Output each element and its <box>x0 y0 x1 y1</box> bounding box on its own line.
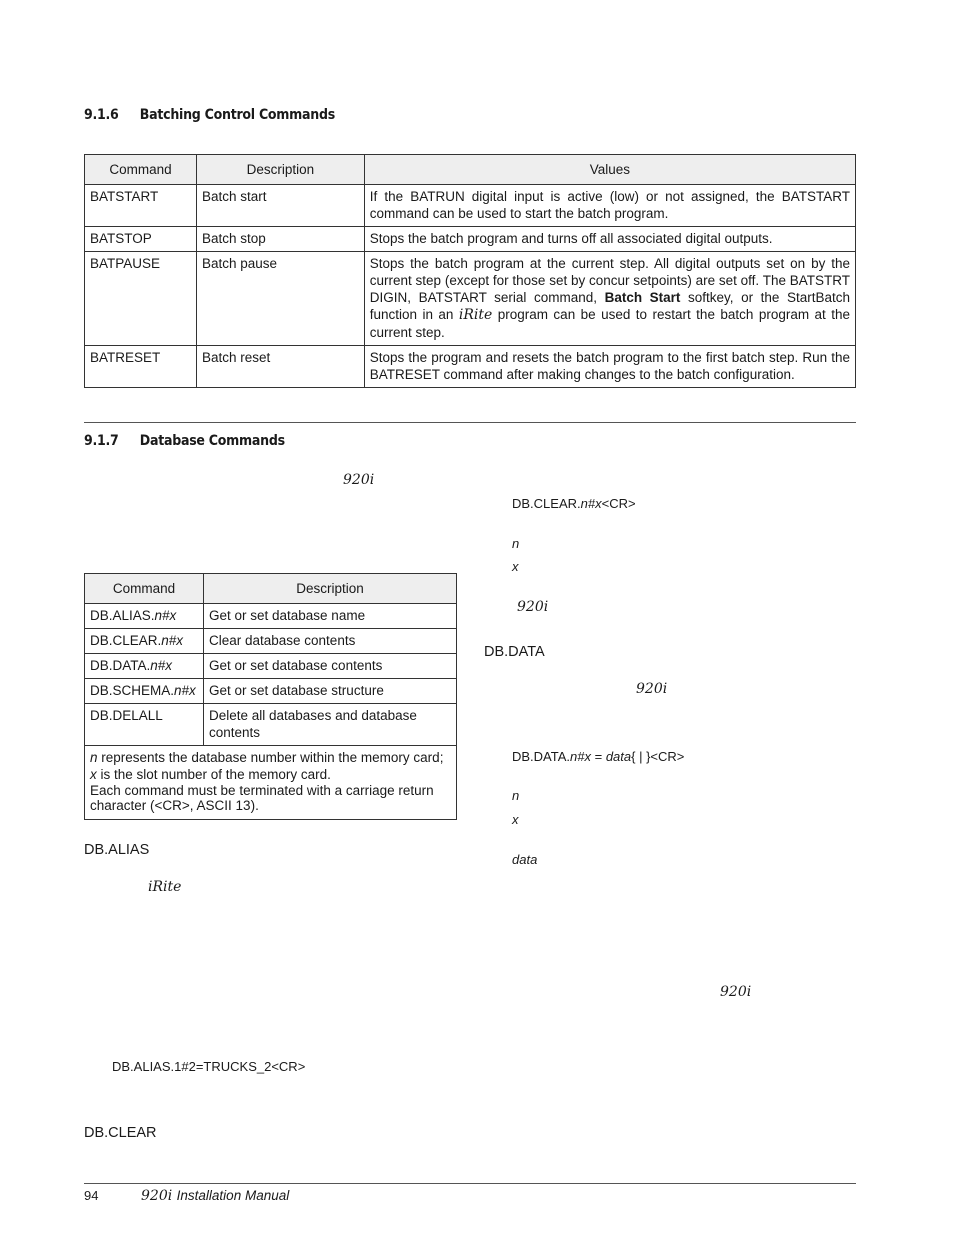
description-cell: Delete all databases and database contents <box>203 704 456 746</box>
table-row <box>85 629 457 654</box>
table-header-row <box>85 155 856 185</box>
section-number: 9.1.6 <box>84 107 119 123</box>
command-cell: BATPAUSE <box>85 252 197 346</box>
table-header-row <box>85 574 457 604</box>
syntax-suffix: { | }<CR> <box>631 749 685 764</box>
syntax-prefix: DB.DATA. <box>512 749 571 764</box>
values-cell: Stops the batch program and turns off all associated digital outputs. <box>364 227 855 252</box>
description-cell: Batch reset <box>196 346 364 388</box>
note-text: represents the database number within the memory card; <box>97 750 444 765</box>
note-line: Each command must be terminated with a carriage return character (<CR>, ASCII 13). <box>90 783 434 813</box>
description-cell: Batch pause <box>196 252 364 346</box>
section-heading-9-1-6 <box>84 107 335 123</box>
table-row <box>85 704 457 746</box>
command-cell <box>85 679 204 704</box>
note-line <box>90 766 451 783</box>
command-cell <box>85 629 204 654</box>
softkey-name: Batch Start <box>604 290 681 305</box>
param-data: data <box>512 852 538 867</box>
param-n: n <box>512 536 520 551</box>
note-line <box>90 749 451 766</box>
db-clear-heading: DB.CLEAR <box>84 1125 157 1141</box>
syntax-variable: n#x <box>570 749 591 764</box>
command-variable: n#x <box>154 608 177 623</box>
values-text: softkey, or the StartBatch function in an <box>369 290 851 322</box>
table-note <box>85 746 457 820</box>
product-name-920i: 920i <box>517 599 549 615</box>
column-header: Command <box>85 574 204 604</box>
param-n: n <box>512 788 520 803</box>
table-row <box>85 346 856 388</box>
product-name-920i: 920i <box>636 681 668 697</box>
table-row <box>85 185 856 227</box>
section-title: Database Commands <box>139 433 285 449</box>
command-cell: BATSTOP <box>85 227 197 252</box>
note-text: is the slot number of the memory card. <box>96 767 331 782</box>
table-row <box>85 604 457 629</box>
description-cell: Batch stop <box>196 227 364 252</box>
command-prefix: DB.ALIAS. <box>90 608 155 623</box>
syntax-data: data <box>605 749 632 764</box>
description-cell: Get or set database contents <box>203 654 456 679</box>
values-cell <box>364 252 855 346</box>
param-x: x <box>512 812 519 827</box>
values-text: Stops the batch program at the current step. All digital outputs set on by the current step (except for those set by concur setpoints) are set off. The BATSTRT DIGIN, BATSTART serial command, <box>369 256 850 305</box>
irite-brand: iRite <box>458 307 493 323</box>
command-variable: n#x <box>161 633 184 648</box>
command-prefix: DB.DELALL <box>90 708 163 723</box>
column-header: Description <box>203 574 456 604</box>
footer-title <box>141 1187 289 1205</box>
product-name-920i: 920i <box>343 472 375 488</box>
db-data-heading: DB.DATA <box>484 644 545 660</box>
table-row <box>85 679 457 704</box>
command-variable: n#x <box>150 658 173 673</box>
footer-product: 920i <box>141 1188 173 1204</box>
command-prefix: DB.SCHEMA. <box>90 683 175 698</box>
description-cell: Clear database contents <box>203 629 456 654</box>
command-cell <box>85 604 204 629</box>
values-text: program can be used to restart the batch program at the current step. <box>369 307 851 340</box>
section-number: 9.1.7 <box>84 433 119 449</box>
command-cell: BATRESET <box>85 346 197 388</box>
values-cell: If the BATRUN digital input is active (low) or not assigned, the BATSTART command can be used to start the batch program. <box>364 185 855 227</box>
command-prefix: DB.DATA. <box>90 658 151 673</box>
data-syntax <box>512 749 684 764</box>
product-name-920i: 920i <box>720 984 752 1000</box>
param-x: x <box>512 559 519 574</box>
column-header: Description <box>196 155 364 185</box>
command-cell <box>85 654 204 679</box>
table-row <box>85 227 856 252</box>
alias-example: DB.ALIAS.1#2=TRUCKS_2<CR> <box>112 1059 306 1074</box>
syntax-suffix: <CR> <box>601 496 636 511</box>
description-cell: Batch start <box>196 185 364 227</box>
description-cell: Get or set database structure <box>203 679 456 704</box>
syntax-variable: n#x <box>580 496 602 511</box>
batching-commands-table <box>84 154 856 388</box>
syntax-equals: = <box>591 749 606 764</box>
database-commands-table <box>84 573 457 820</box>
section-heading-9-1-7 <box>84 433 285 449</box>
table-note-row <box>85 746 457 820</box>
section-divider <box>84 422 856 423</box>
db-alias-heading: DB.ALIAS <box>84 842 150 858</box>
footer-rule <box>84 1183 856 1184</box>
note-variable: n <box>90 750 98 765</box>
command-cell <box>85 704 204 746</box>
values-cell: Stops the program and resets the batch program to the first batch step. Run the BATRESET command after making changes to the batch configuration. <box>364 346 855 388</box>
table-row <box>85 252 856 346</box>
command-prefix: DB.CLEAR. <box>90 633 162 648</box>
syntax-prefix: DB.CLEAR. <box>512 496 581 511</box>
column-header: Command <box>85 155 197 185</box>
command-cell: BATSTART <box>85 185 197 227</box>
command-variable: n#x <box>174 683 196 698</box>
irite-brand: iRite <box>148 879 182 895</box>
column-header: Values <box>364 155 855 185</box>
page-number: 94 <box>84 1188 99 1203</box>
note-variable: x <box>90 767 97 782</box>
section-title: Batching Control Commands <box>139 107 335 123</box>
table-row <box>85 654 457 679</box>
clear-syntax <box>512 496 636 511</box>
footer-manual: Installation Manual <box>176 1188 290 1203</box>
description-cell: Get or set database name <box>203 604 456 629</box>
